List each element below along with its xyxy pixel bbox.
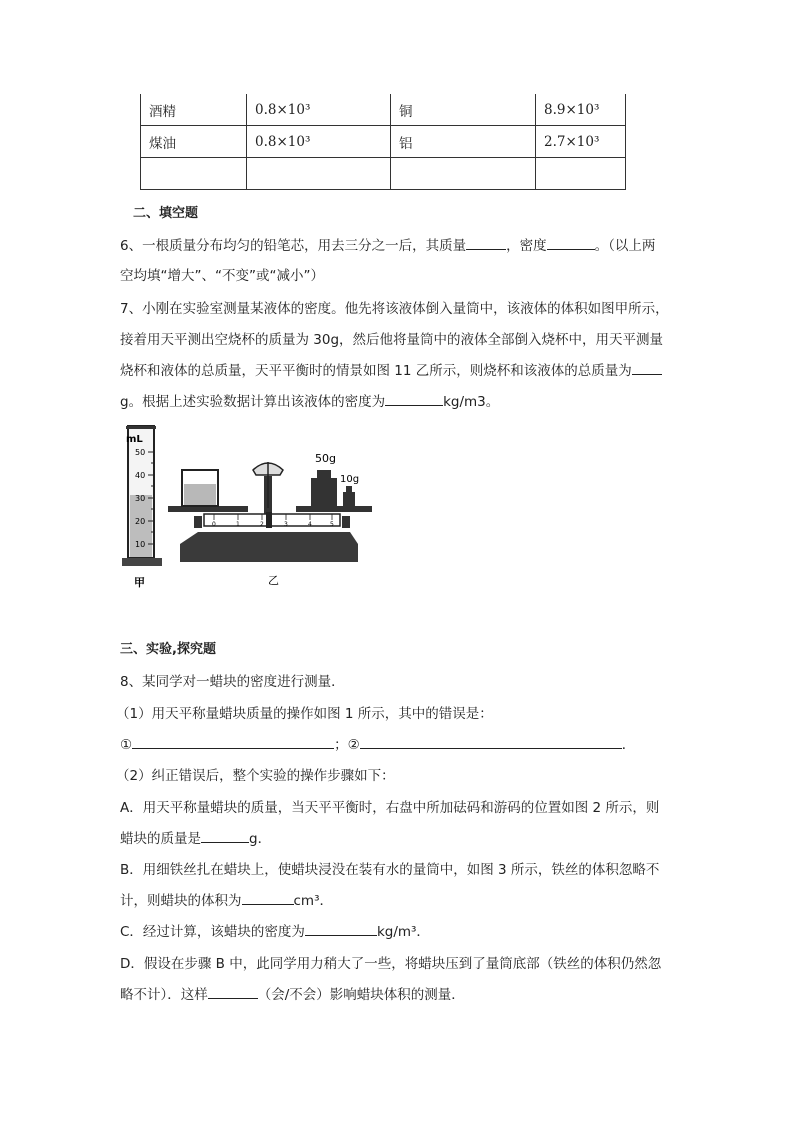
answer-blank[interactable] (305, 922, 377, 936)
table-row (141, 158, 626, 190)
answer-blank[interactable] (132, 735, 334, 749)
question-7-line-3: 烧杯和液体的总质量，天平平衡时的情景如图 11 乙所示，则烧杯和该液体的总质量为 (120, 359, 662, 379)
beam-scale-label: 4 (308, 521, 312, 528)
question-8-intro: 8、某同学对一蜡块的密度进行测量． (120, 674, 345, 690)
beam-scale-label: 5 (330, 521, 334, 528)
table-cell (536, 158, 626, 190)
answer-blank[interactable] (242, 891, 294, 905)
beam-scale-label: 0 (212, 521, 216, 528)
table-cell: 煤油 (141, 126, 247, 158)
figure-label-a: 甲 (134, 576, 145, 589)
table-cell: 铝 (391, 126, 536, 158)
table-cell (391, 158, 536, 190)
question-6-line-2: 空均填“增大”、“不变”或“减小”） (120, 268, 324, 284)
table-cell: 0.8×10³ (247, 126, 391, 158)
cylinder-tick-label: 10 (135, 540, 146, 549)
table-row (141, 126, 626, 158)
step-d-line-2: 略不计）．这样 （会/不会）影响蜡块体积的测量． (120, 987, 465, 1003)
table-cell: 铜 (391, 94, 536, 126)
beam-scale-label: 1 (236, 521, 240, 528)
answer-blank[interactable] (360, 735, 622, 749)
table-cell: 2.7×10³ (536, 126, 626, 158)
balance-scale (168, 452, 372, 587)
question-6-line-1: 6、一根质量分布均匀的铅笔芯，用去三分之一后，其质量 ，密度 。（以上两 (120, 238, 656, 254)
answer-blank[interactable] (547, 236, 595, 250)
figure-label-b: 乙 (268, 574, 279, 587)
answer-blank[interactable] (385, 392, 443, 406)
step-a-line-2: 蜡块的质量是 g． (120, 831, 272, 847)
graduated-cylinder (122, 426, 162, 589)
table-cell (247, 158, 391, 190)
answer-blank[interactable] (201, 829, 249, 843)
question-7-line-1: 7、小刚在实验室测量某液体的密度。他先将该液体倒入量筒中，该液体的体积如图甲所示， (120, 301, 669, 317)
step-c-line: C．经过计算，该蜡块的密度为 kg/m³． (120, 924, 430, 940)
table-cell (141, 158, 247, 190)
table-row (141, 94, 626, 126)
cylinder-unit-label: mL (126, 434, 143, 445)
question-8-part-2: （2）纠正错误后，整个实验的操作步骤如下： (116, 768, 395, 784)
beam-scale-label: 3 (284, 521, 288, 528)
step-b-line-1: B．用细铁丝扎在蜡块上，使蜡块浸没在装有水的量筒中，如图 3 所示，铁丝的体积忽略不 (120, 862, 660, 878)
table-cell: 0.8×10³ (247, 94, 391, 126)
answer-blank[interactable] (208, 985, 258, 999)
step-d-line-1: D．假设在步骤 B 中，此同学用力稍大了一些，将蜡块压到了量筒底部（铁丝的体积仍然忽 (120, 956, 662, 972)
weight-10g-label: 10g (340, 474, 360, 485)
question-7-line-2: 接着用天平测出空烧杯的质量为 30g，然后他将量筒中的液体全部倒入烧杯中，用天平测量 (120, 332, 664, 348)
step-b-line-2: 计，则蜡块的体积为 cm³． (120, 893, 333, 909)
cylinder-tick-label: 30 (135, 494, 146, 503)
table-cell: 8.9×10³ (536, 94, 626, 126)
question-8-errors-line: ① ；② ． (120, 737, 636, 753)
table-cell: 酒精 (141, 94, 247, 126)
section-title-experiment: 三、实验,探究题 (120, 642, 216, 657)
section-title-fill-blank: 二、填空题 (133, 206, 199, 221)
cylinder-tick-label: 20 (135, 517, 146, 526)
cylinder-tick-label: 50 (135, 448, 146, 457)
beam-scale-label: 2 (260, 521, 264, 528)
cylinder-tick-label: 40 (135, 471, 146, 480)
question-7-line-4: g。根据上述实验数据计算出该液体的密度为 kg/m3。 (120, 394, 500, 410)
step-a-line-1: A．用天平称量蜡块的质量，当天平平衡时，右盘中所加砝码和游码的位置如图 2 所示，则 (120, 800, 660, 816)
measurement-figure (118, 420, 372, 592)
density-table (140, 94, 626, 190)
question-8-part-1: （1）用天平称量蜡块质量的操作如图 1 所示，其中的错误是： (116, 706, 493, 722)
weight-50g-label: 50g (315, 452, 336, 465)
rider (266, 512, 272, 528)
answer-blank[interactable] (632, 361, 662, 375)
answer-blank[interactable] (466, 236, 506, 250)
